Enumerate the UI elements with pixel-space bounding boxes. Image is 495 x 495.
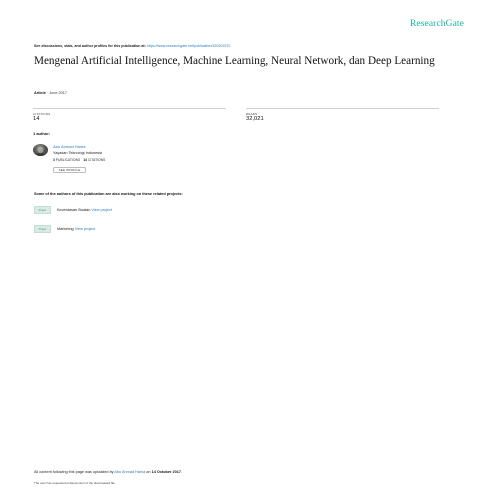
author-citations-label: CITATIONS — [87, 158, 106, 162]
author-stats — [53, 158, 105, 162]
meta-separator: · — [45, 91, 50, 95]
see-profile-button[interactable]: SEE PROFILE — [53, 167, 86, 173]
citations-label: CITATIONS — [33, 112, 51, 116]
reads-value: 32,021 — [246, 116, 264, 122]
view-project-link[interactable]: View project — [91, 208, 113, 212]
author-name-link[interactable]: Abu Ahmad Hama — [53, 144, 86, 149]
uploader-link[interactable]: Abu Ahmad Hama — [114, 470, 146, 474]
related-projects-heading: Some of the authors of this publication are also working on these related projects: — [34, 192, 183, 196]
author-avatar[interactable] — [33, 144, 48, 156]
author-publications-label: PUBLICATIONS — [55, 158, 81, 162]
publication-type: Article — [34, 91, 46, 95]
author-institution: Yayasan Teknologi Indonesia — [53, 151, 103, 155]
avatar-silhouette-icon — [33, 145, 48, 156]
publication-meta — [34, 91, 67, 95]
project-name: Kecerdasan Buatan — [57, 208, 91, 212]
publication-url-link[interactable]: https://www.researchgate.net/publication/320201570 — [146, 44, 231, 48]
view-project-link[interactable]: View project — [74, 227, 96, 231]
project-item — [57, 208, 112, 212]
profile-note — [34, 44, 230, 48]
publication-title: Mengenal Artificial Intelligence, Machine Learning, Neural Network, dan Deep Learning — [34, 55, 435, 67]
citations-value: 14 — [33, 116, 40, 122]
upload-notice-on: on — [145, 470, 152, 474]
authors-label: 1 author: — [33, 131, 51, 136]
upload-notice-prefix: All content following this page was uploaded by — [34, 470, 115, 474]
project-thumbnail[interactable]: Project — [34, 206, 51, 214]
publication-date: June 2017 — [49, 91, 67, 95]
reads-label: READS — [246, 112, 258, 116]
upload-notice — [34, 470, 182, 474]
stats-divider-right — [246, 108, 439, 109]
profile-note-text: See discussions, stats, and author profiles for this publication at: — [34, 44, 147, 48]
upload-notice-period: . — [180, 470, 182, 474]
project-thumbnail[interactable]: Project — [34, 225, 51, 233]
author-publications-count: 3 — [53, 158, 55, 162]
enhancement-note: The user has requested enhancement of the downloaded file. — [34, 481, 116, 485]
upload-date: 14 October 2017 — [151, 470, 181, 474]
author-citations-count: 14 — [83, 158, 87, 162]
project-item — [57, 227, 95, 231]
stats-divider-left — [33, 108, 226, 109]
project-name: Marketing — [57, 227, 74, 231]
researchgate-logo[interactable]: ResearchGate — [410, 19, 464, 29]
